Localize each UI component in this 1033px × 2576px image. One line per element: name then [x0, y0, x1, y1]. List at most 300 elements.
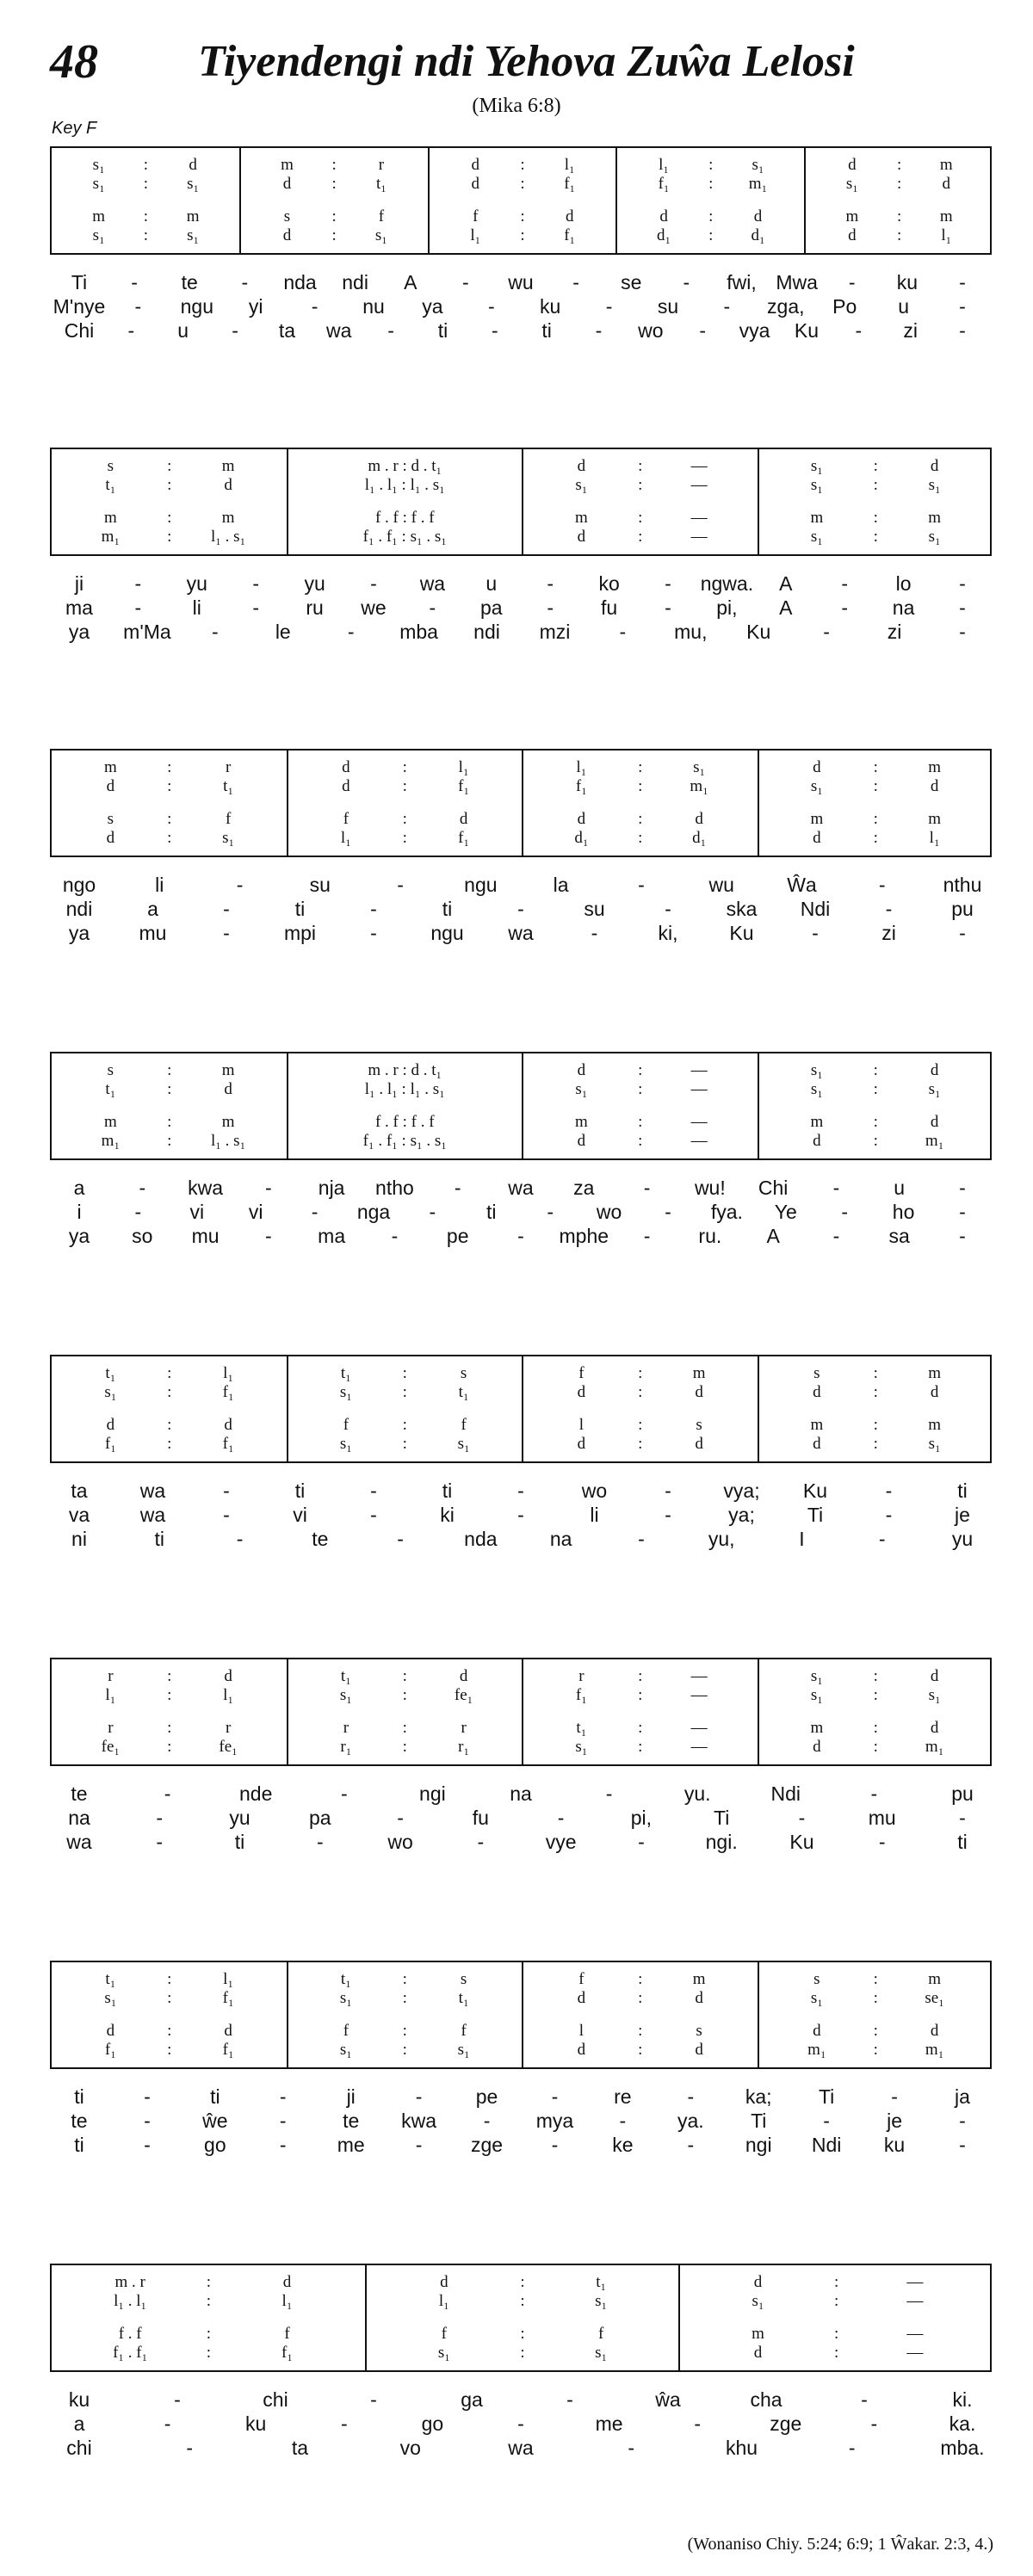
beat-separator: :: [143, 207, 149, 225]
syllable-hyphen: -: [477, 1831, 485, 1853]
lyric-syllable: Chi: [64, 319, 95, 342]
lyric-syllable: ntho: [375, 1177, 414, 1199]
beat-separator: :: [873, 476, 878, 494]
lyric-syllable: ti: [437, 319, 448, 342]
lyric-syllable: ti: [442, 898, 453, 920]
syllable-hyphen: -: [186, 2437, 194, 2459]
lyric-syllable: Ku: [794, 319, 819, 342]
solfa-note: s: [460, 1364, 467, 1382]
solfa-note: f₁: [575, 777, 587, 795]
solfa-note: f: [284, 2325, 290, 2343]
lyric-syllable: na: [510, 1782, 532, 1805]
lyric-syllable: ta: [291, 2437, 309, 2459]
solfa-note: d: [930, 2022, 939, 2040]
beat-separator: :: [402, 1738, 407, 1756]
solfa-note: t₁: [340, 1364, 351, 1382]
hymn-number: 48: [50, 35, 98, 89]
lyric-syllable: ku: [540, 295, 561, 318]
solfa-note: m: [845, 207, 859, 225]
lyric-syllable: ma: [65, 596, 93, 619]
solfa-note: f: [461, 1416, 467, 1434]
beat-separator: :: [873, 829, 878, 847]
syllable-hyphen: -: [694, 2412, 702, 2435]
beat-separator: :: [873, 1738, 878, 1756]
syllable-hyphen: -: [134, 572, 142, 595]
syllable-hyphen: -: [134, 596, 142, 619]
lyric-syllable: wa: [508, 922, 534, 944]
lyric-syllable: fu: [472, 1807, 489, 1829]
lyric-syllable: nda: [464, 1528, 498, 1550]
solfa-note: m: [281, 156, 294, 174]
lyric-syllable: wa: [419, 572, 446, 595]
lyric-syllable: ke: [612, 2134, 634, 2156]
scripture-subtitle: (Mika 6:8): [472, 95, 561, 117]
lyric-syllable: m'Ma: [123, 621, 171, 643]
solfa-note: —: [690, 528, 708, 546]
beat-separator: :: [638, 1667, 643, 1685]
solfa-note: l₁: [576, 758, 587, 776]
syllable-hyphen: -: [959, 2134, 966, 2156]
syllable-hyphen: -: [628, 2437, 635, 2459]
beat-separator: :: [206, 2325, 211, 2343]
solfa-note: f: [473, 207, 479, 225]
solfa-note: t₁: [340, 1970, 351, 1988]
staff-box: [50, 2264, 992, 2372]
beat-separator: :: [896, 156, 902, 174]
beat-separator: :: [873, 457, 878, 475]
beat-separator: :: [638, 1719, 643, 1737]
syllable-hyphen: -: [878, 874, 886, 896]
solfa-note: m: [810, 1719, 824, 1737]
beat-separator: :: [638, 457, 643, 475]
beat-separator: :: [167, 1719, 172, 1737]
lyric-syllable: vye: [545, 1831, 577, 1853]
syllable-hyphen: -: [316, 1831, 324, 1853]
solfa-note: t₁: [105, 1080, 116, 1098]
solfa-note: d: [813, 1132, 821, 1150]
syllable-hyphen: -: [517, 898, 524, 920]
lyric-syllable: Ti: [751, 2110, 767, 2132]
syllable-hyphen: -: [959, 295, 966, 318]
solfa-note: f: [461, 2022, 467, 2040]
staff-box: [50, 448, 992, 556]
lyric-syllable: a: [73, 2412, 85, 2435]
solfa-note: —: [906, 2344, 924, 2362]
lyric-syllable: ki.: [952, 2388, 973, 2411]
lyric-syllable: I: [799, 1528, 805, 1550]
lyric-syllable: Ndi: [770, 1782, 801, 1805]
solfa-note: f₁: [104, 2041, 116, 2059]
syllable-hyphen: -: [311, 295, 319, 318]
lyric-syllable: te: [71, 1782, 88, 1805]
solfa-note: d: [224, 1416, 232, 1434]
solfa-note: d: [224, 476, 232, 494]
beat-separator: :: [402, 810, 407, 828]
syllable-hyphen: -: [370, 1504, 377, 1526]
beat-separator: :: [167, 1383, 172, 1401]
lyric-syllable: ko: [598, 572, 620, 595]
solfa-note: m₁: [925, 1738, 944, 1756]
lyric-syllable: ka.: [949, 2412, 976, 2435]
beat-separator: :: [638, 1061, 643, 1079]
solfa-note: s₁: [575, 476, 588, 494]
lyric-syllable: mu: [139, 922, 167, 944]
beat-separator: :: [638, 1080, 643, 1098]
syllable-hyphen: -: [638, 1831, 645, 1853]
solfa-note: —: [690, 1113, 708, 1131]
solfa-note: f: [343, 2022, 349, 2040]
syllable-hyphen: -: [643, 1177, 651, 1199]
solfa-note: s₁: [810, 1667, 823, 1685]
syllable-hyphen: -: [232, 319, 238, 342]
solfa-note: t₁: [596, 2273, 607, 2291]
lyric-syllable: we: [361, 596, 387, 619]
beat-separator: :: [638, 528, 643, 546]
solfa-note: t₁: [340, 1667, 351, 1685]
beat-separator: :: [873, 1113, 878, 1131]
syllable-hyphen: -: [139, 1177, 146, 1199]
beat-separator: :: [638, 1132, 643, 1150]
solfa-note: d: [659, 207, 668, 225]
syllable-hyphen: -: [279, 2110, 287, 2132]
solfa-note: —: [690, 509, 708, 527]
solfa-note: s₁: [457, 1435, 470, 1453]
lyric-syllable: Ti: [714, 1807, 730, 1829]
lyric-syllable: li: [192, 596, 201, 619]
solfa-note: d₁: [657, 226, 671, 244]
lyric-syllable: ku: [245, 2412, 267, 2435]
solfa-note: s₁: [187, 175, 200, 193]
lyric-syllable: vi: [248, 1201, 263, 1223]
solfa-note: f₁ . f₁ : s₁ . s₁: [362, 1132, 447, 1150]
syllable-hyphen: -: [397, 1528, 404, 1550]
lyric-syllable: za: [573, 1177, 595, 1199]
syllable-hyphen: -: [265, 1177, 272, 1199]
syllable-hyphen: -: [547, 596, 554, 619]
lyric-syllable: zi: [903, 319, 918, 342]
lyric-syllable: kwa: [401, 2110, 437, 2132]
beat-separator: :: [896, 226, 902, 244]
solfa-note: s₁: [810, 476, 823, 494]
solfa-note: d: [189, 156, 197, 174]
beat-separator: :: [638, 810, 643, 828]
lyric-syllable: ta: [71, 1480, 88, 1502]
lyric-syllable: ngi: [745, 2134, 772, 2156]
solfa-note: s₁: [810, 777, 823, 795]
beat-separator: :: [402, 2041, 407, 2059]
lyric-syllable: ga: [461, 2388, 483, 2411]
solfa-note: —: [690, 1686, 708, 1704]
solfa-note: r₁: [340, 1738, 352, 1756]
syllable-hyphen: -: [959, 319, 966, 342]
lyric-syllable: mu: [868, 1807, 896, 1829]
syllable-hyphen: -: [279, 2134, 287, 2156]
syllable-hyphen: -: [340, 1782, 348, 1805]
solfa-note: d: [471, 175, 480, 193]
lyric-syllable: pi,: [630, 1807, 653, 1829]
solfa-note: s₁: [928, 1080, 941, 1098]
solfa-note: s₁: [339, 1989, 352, 2007]
lyric-syllable: pa: [309, 1807, 331, 1829]
lyric-syllable: mu: [191, 1225, 220, 1247]
lyric-syllable: ru: [306, 596, 324, 619]
beat-separator: :: [402, 2022, 407, 2040]
solfa-note: s₁: [752, 156, 764, 174]
beat-separator: :: [873, 2041, 878, 2059]
solfa-note: m: [752, 2325, 764, 2343]
syllable-hyphen: -: [638, 874, 645, 896]
solfa-note: d: [342, 777, 350, 795]
solfa-note: f₁: [281, 2344, 293, 2362]
syllable-hyphen: -: [483, 2110, 491, 2132]
lyric-syllable: ti: [486, 1201, 497, 1223]
lyric-syllable: nda: [283, 271, 317, 293]
beat-separator: :: [167, 457, 172, 475]
bar-line: [758, 1356, 759, 1461]
solfa-note: t₁: [105, 476, 116, 494]
beat-separator: :: [638, 777, 643, 795]
solfa-note: d: [224, 1667, 232, 1685]
solfa-note: m: [103, 758, 117, 776]
syllable-hyphen: -: [517, 1504, 524, 1526]
lyric-syllable: me: [337, 2134, 365, 2156]
solfa-note: d: [282, 226, 292, 244]
syllable-hyphen: -: [164, 2412, 171, 2435]
lyric-syllable: fu: [601, 596, 618, 619]
syllable-hyphen: -: [870, 1782, 878, 1805]
solfa-note: d: [459, 810, 468, 828]
solfa-note: d: [813, 2022, 821, 2040]
solfa-note: l: [578, 2022, 585, 2040]
lyric-syllable: zi: [881, 922, 896, 944]
lyric-syllable: A: [404, 271, 418, 293]
lyric-syllable: ti: [541, 319, 552, 342]
lyric-syllable: mba: [399, 621, 438, 643]
solfa-note: d: [282, 2273, 292, 2291]
solfa-note: d: [695, 2041, 703, 2059]
solfa-note: t₁: [223, 777, 234, 795]
solfa-note: d: [106, 829, 115, 847]
lyric-syllable: wa: [139, 1504, 166, 1526]
lyric-syllable: Ku: [746, 621, 771, 643]
beat-separator: :: [873, 1416, 878, 1434]
solfa-note: m: [103, 1113, 117, 1131]
bar-line: [522, 1356, 523, 1461]
lyric-syllable: li: [155, 874, 164, 896]
solfa-note: d: [577, 1435, 586, 1453]
staff-box: [50, 749, 992, 857]
syllable-hyphen: -: [885, 1504, 893, 1526]
beat-separator: :: [331, 226, 337, 244]
solfa-note: m: [928, 810, 942, 828]
syllable-hyphen: -: [134, 1201, 142, 1223]
lyric-syllable: ndi: [473, 621, 500, 643]
bar-line: [287, 1356, 288, 1461]
lyric-syllable: vya: [739, 319, 770, 342]
solfa-note: s₁: [575, 1738, 588, 1756]
lyric-syllable: ru.: [698, 1225, 722, 1247]
bar-line: [522, 1962, 523, 2067]
lyric-syllable: ti: [234, 1831, 245, 1853]
lyric-syllable: ti: [294, 1480, 306, 1502]
beat-separator: :: [873, 1970, 878, 1988]
lyric-syllable: mzi: [539, 621, 571, 643]
solfa-note: l₁: [659, 156, 670, 174]
beat-separator: :: [331, 175, 337, 193]
bar-line: [678, 2265, 680, 2370]
lyric-syllable: yu: [304, 572, 325, 595]
syllable-hyphen: -: [841, 596, 849, 619]
lyric-syllable: Ku: [729, 922, 754, 944]
lyric-syllable: nga: [356, 1201, 391, 1223]
solfa-note: l₁: [941, 226, 952, 244]
solfa-note: d: [577, 1061, 586, 1079]
lyric-syllable: wa: [508, 1177, 534, 1199]
syllable-hyphen: -: [387, 319, 394, 342]
syllable-hyphen: -: [370, 2388, 377, 2411]
solfa-note: f₁ . f₁: [113, 2344, 148, 2362]
solfa-note: d: [813, 758, 821, 776]
lyric-syllable: wa: [326, 319, 352, 342]
lyric-syllable: ti: [74, 2134, 84, 2156]
bar-line: [522, 751, 523, 856]
beat-separator: :: [167, 829, 172, 847]
solfa-note: d: [753, 207, 763, 225]
lyric-syllable: Ndi: [811, 2134, 842, 2156]
solfa-note: m: [221, 457, 235, 475]
solfa-note: l₁: [458, 758, 469, 776]
syllable-hyphen: -: [134, 295, 142, 318]
staff-box: [50, 1355, 992, 1463]
lyric-syllable: vo: [399, 2437, 421, 2459]
syllable-hyphen: -: [823, 2110, 830, 2132]
beat-separator: :: [873, 1080, 878, 1098]
solfa-note: s₁: [810, 1080, 823, 1098]
syllable-hyphen: -: [223, 898, 230, 920]
syllable-hyphen: -: [595, 319, 603, 342]
syllable-hyphen: -: [885, 898, 893, 920]
solfa-note: —: [690, 1667, 708, 1685]
solfa-note: m: [103, 509, 117, 527]
beat-separator: :: [638, 1383, 643, 1401]
lyric-syllable: kwa: [188, 1177, 224, 1199]
lyric-syllable: Ti: [818, 2085, 835, 2108]
syllable-hyphen: -: [878, 1831, 886, 1853]
lyric-syllable: je: [887, 2110, 903, 2132]
lyric-syllable: ndi: [65, 898, 93, 920]
solfa-note: d: [930, 457, 939, 475]
lyric-syllable: Ti: [807, 1504, 824, 1526]
solfa-note: m: [939, 207, 953, 225]
solfa-note: f₁: [222, 2041, 234, 2059]
lyric-syllable: Ku: [789, 1831, 814, 1853]
syllable-hyphen: -: [265, 1225, 272, 1247]
syllable-hyphen: -: [959, 621, 966, 643]
beat-separator: :: [896, 175, 902, 193]
solfa-note: s: [813, 1970, 820, 1988]
solfa-note: d: [577, 1132, 586, 1150]
solfa-note: d: [577, 1383, 586, 1401]
solfa-note: s₁: [222, 829, 235, 847]
syllable-hyphen: -: [959, 271, 966, 293]
syllable-hyphen: -: [252, 596, 260, 619]
lyric-syllable: go: [204, 2134, 226, 2156]
solfa-note: m: [186, 207, 200, 225]
syllable-hyphen: -: [848, 271, 856, 293]
syllable-hyphen: -: [415, 2085, 423, 2108]
lyric-syllable: ku: [68, 2388, 90, 2411]
lyric-syllable: ngi.: [705, 1831, 738, 1853]
solfa-note: d: [930, 777, 939, 795]
solfa-note: d: [106, 2022, 115, 2040]
lyric-syllable: i: [77, 1201, 82, 1223]
beat-separator: :: [167, 777, 172, 795]
solfa-note: d₁: [574, 829, 589, 847]
beat-separator: :: [873, 777, 878, 795]
bar-line: [758, 1053, 759, 1158]
solfa-note: —: [690, 1132, 708, 1150]
syllable-hyphen: -: [547, 572, 554, 595]
lyric-syllable: pa: [480, 596, 503, 619]
solfa-note: m . r : d . t₁: [368, 457, 442, 475]
lyric-syllable: wo: [596, 1201, 622, 1223]
lyric-syllable: cha: [750, 2388, 782, 2411]
lyric-syllable: chi: [66, 2437, 92, 2459]
beat-separator: :: [834, 2325, 839, 2343]
solfa-note: f₁: [458, 829, 470, 847]
lyric-syllable: pu: [951, 1782, 974, 1805]
lyric-syllable: ngu: [180, 295, 213, 318]
solfa-note: m: [928, 1970, 942, 1988]
syllable-hyphen: -: [454, 1177, 461, 1199]
syllable-hyphen: -: [959, 1225, 966, 1247]
lyric-syllable: wo: [638, 319, 664, 342]
lyric-syllable: a: [73, 1177, 85, 1199]
solfa-note: r: [108, 1719, 114, 1737]
solfa-note: m: [928, 758, 942, 776]
beat-separator: :: [402, 829, 407, 847]
beat-separator: :: [167, 1416, 172, 1434]
lyric-syllable: ti: [154, 1528, 165, 1550]
lyric-syllable: na: [549, 1528, 572, 1550]
solfa-note: s₁: [437, 2344, 450, 2362]
beat-separator: :: [638, 1970, 643, 1988]
solfa-note: d: [695, 1383, 703, 1401]
solfa-note: s₁: [339, 1435, 352, 1453]
beat-separator: :: [167, 1667, 172, 1685]
beat-separator: :: [520, 2273, 525, 2291]
lyric-syllable: wa: [66, 1831, 92, 1853]
syllable-hyphen: -: [619, 2110, 627, 2132]
beat-separator: :: [167, 476, 172, 494]
syllable-hyphen: -: [605, 1782, 613, 1805]
syllable-hyphen: -: [551, 2085, 559, 2108]
syllable-hyphen: -: [891, 2085, 898, 2108]
syllable-hyphen: -: [638, 1528, 645, 1550]
solfa-note: t₁: [576, 1719, 587, 1737]
solfa-note: fe₁: [219, 1738, 238, 1756]
beat-separator: :: [402, 1435, 407, 1453]
lyric-syllable: te: [181, 271, 198, 293]
syllable-hyphen: -: [127, 319, 135, 342]
syllable-hyphen: -: [959, 596, 966, 619]
lyric-syllable: ya: [68, 1225, 90, 1247]
lyric-syllable: te: [343, 2110, 360, 2132]
syllable-hyphen: -: [397, 874, 404, 896]
bar-line: [365, 2265, 367, 2370]
solfa-note: f: [441, 2325, 447, 2343]
lyric-syllable: va: [68, 1504, 90, 1526]
